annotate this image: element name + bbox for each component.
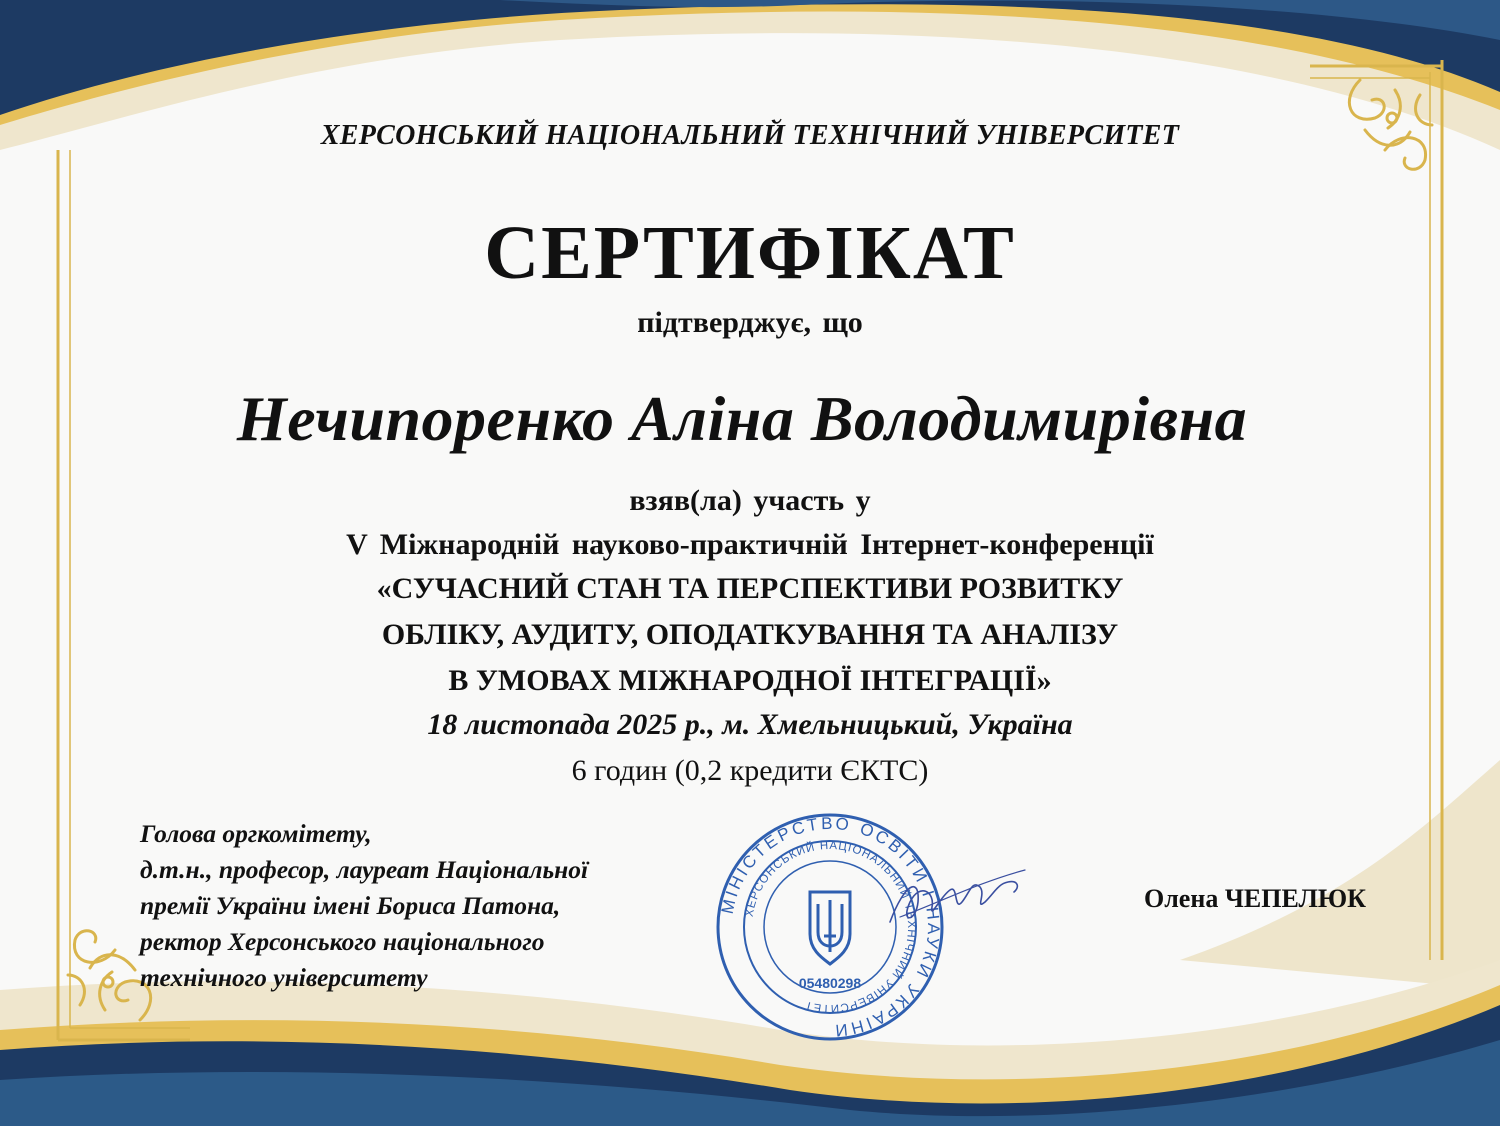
conference-topic-line: В УМОВАХ МІЖНАРОДНОЇ ІНТЕГРАЦІЇ» — [448, 664, 1052, 697]
stamp-outer-text: МІНІСТЕРСТВО ОСВІТИ І НАУКИ УКРАЇНИ — [717, 813, 944, 1041]
signer-titles — [140, 816, 720, 996]
stamp-code: 05480298 — [798, 975, 862, 991]
certificate-title: СЕРТИФІКАТ — [484, 211, 1016, 295]
date-place: 18 листопада 2025 р., м. Хмельницький, Україна — [427, 708, 1073, 741]
trident-icon — [810, 892, 850, 964]
recipient-name: Нечипоренко Аліна Володимирівна — [236, 383, 1248, 454]
conference-topic-line: ОБЛІКУ, АУДИТУ, ОПОДАТКУВАННЯ ТА АНАЛІЗУ — [381, 618, 1119, 651]
conference-topic-line: «СУЧАСНИЙ СТАН ТА ПЕРСПЕКТИВИ РОЗВИТКУ — [376, 572, 1124, 605]
signer-title-line: д.т.н., професор, лауреат Національної — [140, 855, 589, 884]
hours-credits: 6 годин (0,2 кредити ЄКТС) — [571, 754, 929, 787]
signer-name: Олена ЧЕПЕЛЮК — [1144, 884, 1366, 913]
confirms-text: підтверджує, що — [637, 306, 863, 339]
participated-text: взяв(ла) участь у — [629, 484, 871, 517]
university-name: ХЕРСОНСЬКИЙ НАЦІОНАЛЬНИЙ ТЕХНІЧНИЙ УНІВЕРСИТЕТ — [320, 120, 1180, 151]
right-cream-ribbon — [1180, 760, 1500, 990]
signer-title-line: технічного університету — [140, 963, 428, 992]
signature-icon — [880, 862, 1030, 942]
stamp-inner-text: ХЕРСОНСЬКИЙ НАЦІОНАЛЬНИЙ ТЕХНІЧНИЙ УНІВЕРСИТЕТ — [743, 839, 918, 1015]
signer-title-line: премії України імені Бориса Патона, — [140, 891, 561, 920]
signer-title-line: Голова оргкомітету, — [140, 819, 372, 848]
conference-name: V Міжнародній науково-практичній Інтернет-конференції — [346, 528, 1154, 561]
signer-title-line: ректор Херсонського національного — [140, 927, 545, 956]
